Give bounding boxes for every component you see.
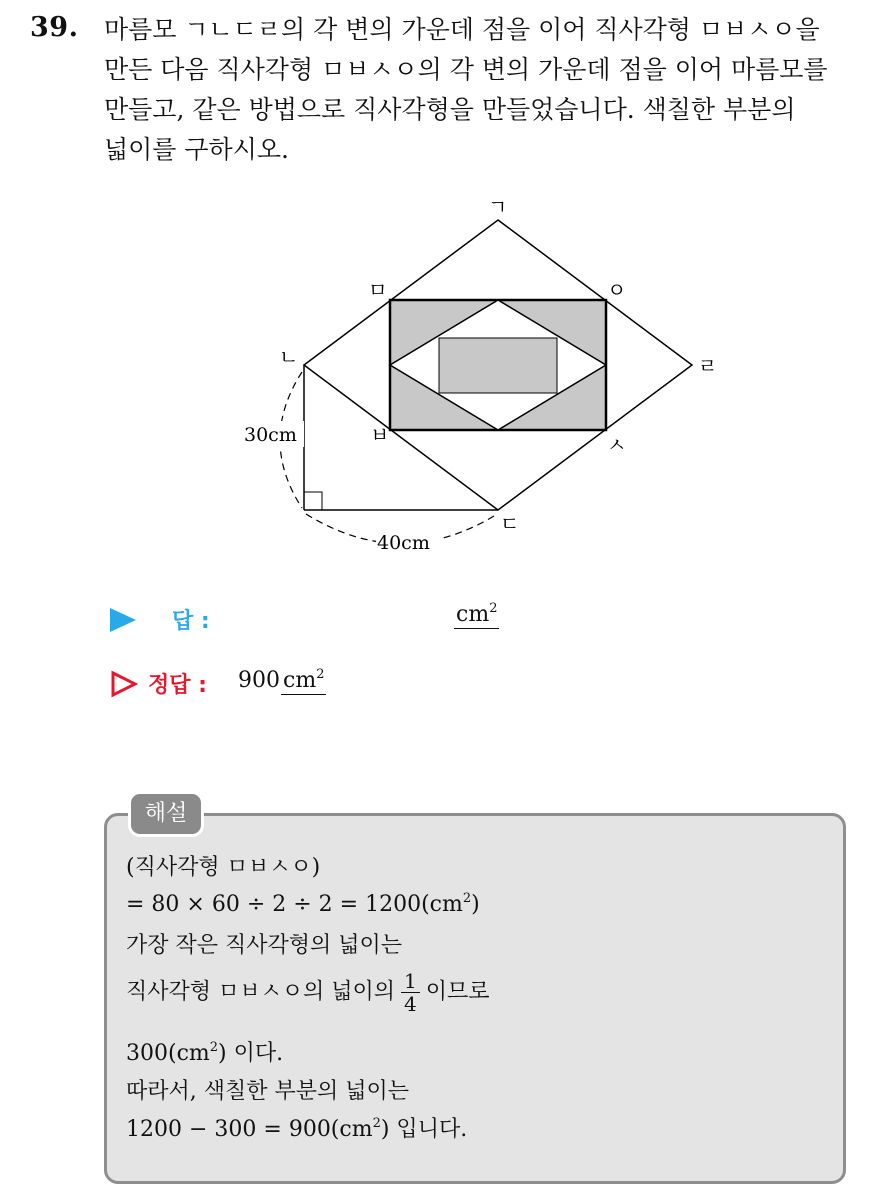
fraction-numerator: 1	[401, 970, 420, 993]
correct-answer-unit-exponent: 2	[316, 667, 325, 682]
explanation-line-4-tail: 이므로	[425, 979, 490, 1005]
width-label: 40cm	[377, 532, 430, 554]
explanation-line-5-tail: ) 이다.	[218, 1041, 284, 1066]
right-angle-mark	[304, 492, 322, 510]
explanation-line-7-text: 1200 − 300 = 900(cm	[126, 1117, 373, 1142]
question-line-4: 넓이를 구하시오.	[104, 135, 289, 164]
answer-row	[110, 600, 610, 640]
explanation-line-1: (직사각형 ㅁㅂㅅㅇ)	[126, 855, 321, 880]
explanation-line-4-text: 직사각형 ㅁㅂㅅㅇ의 넓이의	[126, 979, 396, 1005]
explanation-line-5-exponent: 2	[209, 1040, 219, 1055]
vertex-label-rect-bottom-right: ㅅ	[607, 433, 627, 457]
explanation-line-2-text: = 80 × 60 ÷ 2 ÷ 2 = 1200(cm	[126, 892, 463, 917]
answer-blank[interactable]	[454, 602, 499, 629]
explanation-line-7-tail: ) 입니다.	[380, 1117, 468, 1142]
vertex-label-right: ㄹ	[698, 354, 718, 378]
question-line-1: 마름모 ㄱㄴㄷㄹ의 각 변의 가운데 점을 이어 직사각형 ㅁㅂㅅㅇ을	[104, 15, 820, 44]
correct-answer-unit-wrap	[281, 668, 326, 695]
height-label: 30cm	[244, 424, 297, 446]
correct-answer-row	[110, 664, 610, 704]
play-arrow-icon	[110, 608, 136, 632]
explanation-tab: 해설	[128, 791, 204, 837]
question-number: 39.	[30, 12, 79, 43]
correct-answer-unit: cm	[283, 668, 317, 693]
explanation-line-6: 따라서, 색칠한 부분의 넓이는	[126, 1079, 409, 1104]
explanation-line-7-exponent: 2	[372, 1116, 381, 1131]
explanation-line-2	[126, 892, 480, 917]
explanation-line-5-text: 300(cm	[126, 1041, 210, 1066]
explanation-line-2-exponent: 2	[462, 891, 472, 906]
correct-answer-label: 정답 :	[148, 673, 207, 698]
explanation-line-4	[126, 970, 490, 1015]
question-line-3: 만들고, 같은 방법으로 직사각형을 만들었습니다. 색칠한 부분의	[104, 95, 796, 124]
explanation-line-3: 가장 작은 직사각형의 넓이는	[126, 933, 403, 958]
vertex-label-left: ㄴ	[279, 345, 299, 369]
explanation-line-5	[126, 1036, 283, 1067]
fraction-one-quarter	[401, 970, 420, 1015]
smallest-rectangle	[439, 338, 557, 393]
vertex-label-rect-top-left: ㅁ	[368, 278, 388, 302]
vertex-label-rect-top-right: ㅇ	[607, 278, 627, 302]
correct-answer-value: 900	[238, 668, 280, 693]
answer-label: 답 :	[172, 609, 210, 634]
vertex-label-bottom: ㄷ	[500, 512, 520, 536]
explanation-line-2-close: )	[471, 892, 480, 917]
vertex-label-rect-bottom-left: ㅂ	[370, 423, 390, 447]
answer-unit: cm	[456, 602, 490, 627]
explanation-line-7	[126, 1112, 467, 1143]
answer-unit-exponent: 2	[489, 601, 498, 616]
outline-arrow-icon	[110, 670, 138, 698]
fraction-denominator: 4	[404, 992, 417, 1016]
question-line-2: 만든 다음 직사각형 ㅁㅂㅅㅇ의 각 변의 가운데 점을 이어 마름모를	[104, 55, 828, 84]
vertex-label-top: ㄱ	[488, 195, 508, 219]
correct-answer	[238, 668, 326, 695]
